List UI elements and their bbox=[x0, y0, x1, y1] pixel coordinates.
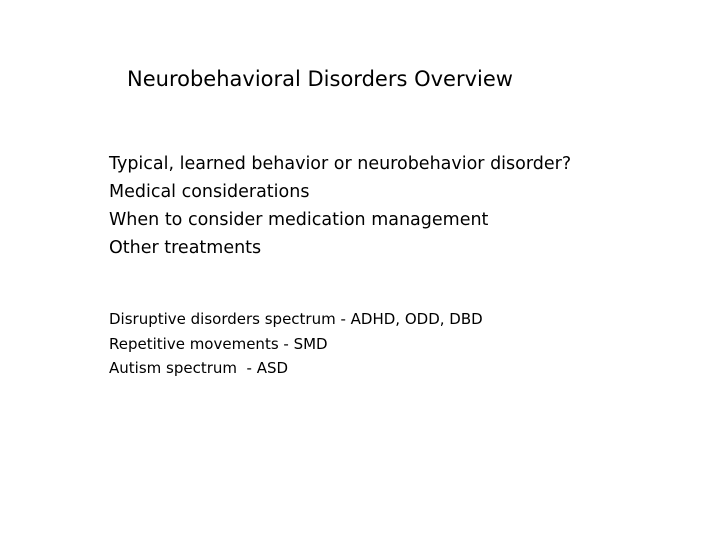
disorder-spectrum-item: Autism spectrum - ASD bbox=[109, 359, 289, 377]
slide-title: Neurobehavioral Disorders Overview bbox=[127, 67, 513, 91]
disorder-spectrum-list bbox=[109, 307, 483, 381]
primary-topic-item: Typical, learned behavior or neurobehavior disorder? bbox=[109, 154, 572, 174]
disorder-spectrum-item: Repetitive movements - SMD bbox=[109, 334, 328, 353]
primary-topic-item: When to consider medication management bbox=[109, 210, 489, 230]
primary-topic-item: Medical considerations bbox=[109, 182, 310, 202]
primary-topic-list bbox=[109, 150, 571, 262]
disorder-spectrum-item: Disruptive disorders spectrum - ADHD, ODD, DBD bbox=[109, 310, 483, 328]
primary-topic-item: Other treatments bbox=[109, 238, 262, 258]
